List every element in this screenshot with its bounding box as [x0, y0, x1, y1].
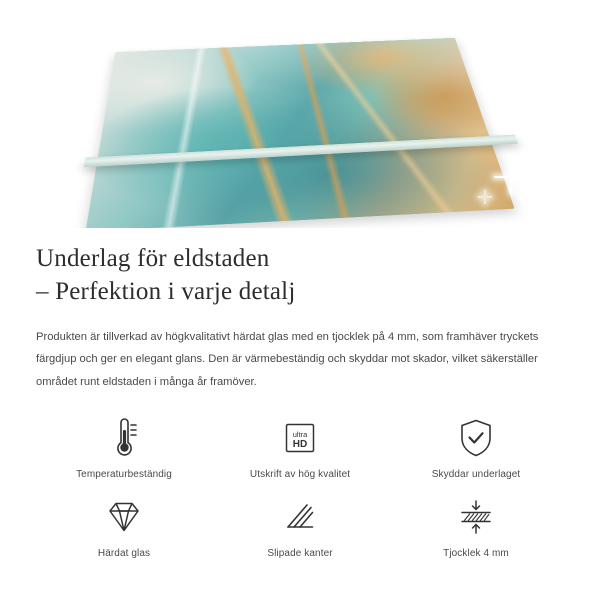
feature-label: Slipade kanter: [267, 548, 333, 560]
content-area: [0, 242, 600, 559]
headline-line-2: – Perfektion i varje detalj: [36, 278, 296, 305]
diamond-icon: [101, 494, 147, 540]
sparkle-icon: [520, 186, 540, 206]
feature-label: Utskrift av hög kvalitet: [249, 469, 351, 481]
feature-label: Härdat glas: [97, 548, 151, 560]
feature-grid: [36, 415, 564, 559]
feature-thickness: [388, 494, 564, 559]
hero-image: [0, 0, 600, 228]
glass-shine-overlay: [86, 38, 515, 228]
feature-tempered-glass: [36, 494, 212, 559]
glass-panel-image: [86, 38, 515, 228]
feature-protects-surface: [388, 415, 564, 480]
thickness-icon: [453, 494, 499, 540]
svg-text:ultra: ultra: [292, 430, 308, 440]
shield-check-icon: [454, 415, 498, 461]
page-title: [36, 242, 564, 308]
feature-label: Skyddar underlaget: [431, 469, 521, 481]
feature-label: Temperaturbeständig: [76, 469, 172, 481]
feature-polished-edges: [212, 494, 388, 559]
polished-edges-icon: [277, 494, 323, 540]
feature-high-quality-print: [212, 415, 388, 480]
description-paragraph: Produkten är tillverkad av högkvalitativt härdat glas med en tjocklek på 4 mm, som framhäver tryckets färgdjup och ger en elegant glans. Den är värmebeständig och skyddar mot skador, vilket säkerställer området runt eldstaden i många år framöver.: [36, 331, 539, 388]
thermometer-icon: [104, 415, 144, 461]
svg-text:HD: HD: [292, 439, 308, 451]
ultra-hd-icon: [278, 415, 322, 461]
headline-line-1: Underlag för eldstaden: [36, 245, 270, 272]
feature-label: Tjocklek 4 mm: [443, 548, 509, 560]
feature-temperature-resistant: [36, 415, 212, 480]
